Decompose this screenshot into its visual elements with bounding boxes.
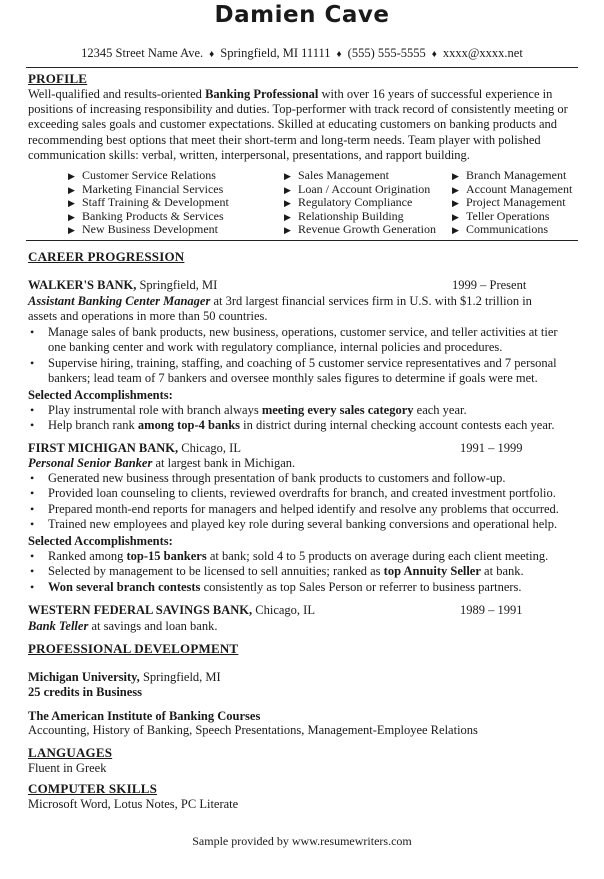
list-item: • Ranked among top-15 bankers at bank; sold 4 to 5 products on average during each client meeting.	[30, 549, 549, 563]
role-description: at largest bank in Michigan.	[152, 456, 296, 470]
skill-item: ▶ Regulatory Compliance	[284, 195, 413, 210]
triangle-bullet-icon: ▶	[452, 211, 459, 222]
list-item: • Play instrumental role with branch always meeting every sales category each year.	[30, 403, 467, 417]
bullet-icon: •	[30, 516, 35, 531]
triangle-bullet-icon: ▶	[68, 198, 75, 209]
triangle-bullet-icon: ▶	[284, 184, 291, 195]
skills-column-2	[284, 169, 436, 237]
skill-item: ▶ Communications	[452, 222, 548, 237]
triangle-bullet-icon: ▶	[452, 171, 459, 181]
footer-credit: Sample provided by www.resumewriters.com	[192, 834, 412, 848]
skills-column-3	[452, 169, 572, 237]
bullet-icon: •	[30, 579, 35, 594]
list-item: • Selected by management to be licensed to sell annuities; ranked as top Annuity Seller at bank.	[30, 564, 524, 579]
company-name: WALKER'S BANK,	[28, 278, 137, 292]
triangle-bullet-icon: ▶	[284, 211, 291, 222]
job-title: Bank Teller	[28, 619, 89, 633]
duties-list	[28, 471, 578, 532]
bullet-icon: •	[30, 501, 35, 516]
profile-summary	[28, 87, 576, 163]
list-item: • Manage sales of bank products, new business, operations, customer service, and teller activities at tier one banking center and work with regulatory compliance, internal policies and procedures.	[30, 325, 558, 355]
profile-heading: PROFILE	[28, 71, 88, 86]
triangle-bullet-icon: ▶	[452, 225, 459, 236]
triangle-bullet-icon: ▶	[452, 184, 459, 195]
company-location: Chicago, IL	[252, 603, 315, 617]
candidate-name: Damien Cave	[214, 2, 390, 28]
list-item: • Provided loan counseling to clients, reviewed overdrafts for branch, and created investment portfolio.	[30, 486, 556, 501]
bullet-icon: •	[30, 564, 35, 579]
email: xxxx@xxxx.net	[442, 46, 523, 60]
company-location: Chicago, IL	[178, 441, 241, 455]
job-header	[28, 278, 217, 293]
education-entry	[28, 670, 221, 685]
triangle-bullet-icon: ▶	[284, 225, 291, 236]
city: Springfield, MI 11111	[220, 46, 331, 60]
career-heading: CAREER PROGRESSION	[28, 249, 185, 264]
skill-item: ▶ Customer Service Relations	[68, 168, 216, 182]
list-item: • Won several branch contests consistently as top Sales Person or referrer to business partners.	[30, 579, 522, 594]
skill-item: ▶ Branch Management	[452, 168, 567, 182]
profile-text: Well-qualified and results-oriented	[28, 87, 206, 101]
languages-heading: LANGUAGES	[28, 745, 113, 760]
triangle-bullet-icon: ▶	[68, 225, 75, 236]
company-name: FIRST MICHIGAN BANK,	[28, 441, 179, 455]
education-detail: 25 credits in Business	[28, 685, 143, 699]
accomplishments-list	[28, 403, 578, 434]
triangle-bullet-icon: ▶	[284, 198, 291, 209]
skill-item: ▶ Staff Training & Development	[68, 195, 229, 210]
diamond-separator-icon: ♦	[209, 49, 215, 60]
job-dates: 1989 – 1991	[460, 603, 523, 617]
company-location: Springfield, MI	[136, 278, 218, 292]
skill-item: ▶ Project Management	[452, 195, 566, 210]
education-entry: The American Institute of Banking Courses	[28, 709, 261, 723]
school-name: Michigan University,	[28, 670, 140, 684]
job-title: Personal Senior Banker	[28, 456, 153, 470]
skill-item: ▶ Marketing Financial Services	[68, 181, 224, 196]
triangle-bullet-icon: ▶	[68, 211, 75, 222]
triangle-bullet-icon: ▶	[68, 184, 75, 195]
role-description: at 3rd largest financial services firm in U.S. with $1.2 trillion in	[210, 294, 532, 308]
languages-text: Fluent in Greek	[28, 761, 107, 775]
computer-skills-heading: COMPUTER SKILLS	[28, 781, 158, 796]
bullet-icon: •	[30, 486, 35, 501]
accomplishments-heading: Selected Accomplishments:	[28, 534, 173, 548]
accomplishments-heading: Selected Accomplishments:	[28, 388, 173, 402]
bullet-icon: •	[30, 549, 35, 563]
job-dates: 1991 – 1999	[460, 441, 523, 455]
phone: (555) 555-5555	[347, 46, 426, 60]
role-description: at savings and loan bank.	[88, 619, 218, 633]
skill-item: ▶ Banking Products & Services	[68, 208, 224, 223]
list-item: • Supervise hiring, training, staffing, and coaching of 5 customer service representatives and 7 personal bankers; lead team of 7 bankers and oversee monthly sales figures to determine if goals were met.	[30, 355, 557, 385]
job-role-line	[28, 456, 295, 471]
bullet-icon: •	[30, 403, 35, 417]
duties-list	[28, 325, 578, 386]
job-title: Assistant Banking Center Manager	[28, 294, 211, 308]
job-role-line	[28, 619, 217, 634]
job-header	[28, 441, 241, 456]
bullet-icon: •	[30, 355, 35, 370]
skill-item: ▶ Sales Management	[284, 168, 389, 182]
header-divider	[26, 67, 578, 68]
school-location: Springfield, MI	[139, 670, 221, 684]
list-item: • Trained new employees and played key role during several banking conversions and operational help.	[30, 516, 558, 531]
job-role-line: assets and operations in more than 50 countries.	[28, 309, 268, 323]
diamond-separator-icon: ♦	[336, 49, 342, 60]
accomplishments-list	[28, 549, 578, 595]
profile-text: with over 16 years of successful experience in positions of increasing responsibility and duties. Top-performer with track record of consistently meeting or exceeding sales goals and customer expectations. Skilled at educating customers on banking products and recommending best options that meet their short-term and long-term needs. Team player with polished communication skills: verbal, written, interpersonal, presentations, and rapport building.	[28, 87, 568, 162]
triangle-bullet-icon: ▶	[452, 198, 459, 209]
computer-skills-text: Microsoft Word, Lotus Notes, PC Literate	[28, 797, 239, 811]
skill-item: ▶ Revenue Growth Generation	[284, 222, 436, 237]
skill-item: ▶ Account Management	[452, 181, 573, 196]
development-heading: PROFESSIONAL DEVELOPMENT	[28, 641, 239, 656]
education-detail: Accounting, History of Banking, Speech Presentations, Management-Employee Relations	[28, 723, 478, 737]
profile-text-bold: Banking Professional	[205, 87, 319, 101]
skill-item: ▶ Loan / Account Origination	[284, 181, 431, 196]
skill-item: ▶ Relationship Building	[284, 208, 404, 223]
list-item: • Help branch rank among top-4 banks in district during internal checking account contests each year.	[30, 418, 555, 433]
bullet-icon: •	[30, 471, 35, 485]
list-item: • Prepared month-end reports for managers and helped identify and resolve any problems that occurred.	[30, 501, 559, 516]
list-item: • Generated new business through presentation of bank products to customers and follow-up.	[30, 471, 506, 485]
address: 12345 Street Name Ave.	[81, 46, 204, 60]
contact-line	[0, 46, 604, 61]
diamond-separator-icon: ♦	[431, 49, 437, 60]
skill-item: ▶ New Business Development	[68, 222, 218, 237]
skill-item: ▶ Teller Operations	[452, 208, 550, 223]
triangle-bullet-icon: ▶	[284, 171, 291, 181]
skills-column-1	[68, 169, 229, 237]
bullet-icon: •	[30, 418, 35, 433]
job-role-line	[28, 294, 532, 309]
bullet-icon: •	[30, 325, 35, 339]
job-dates: 1999 – Present	[452, 278, 527, 292]
job-header	[28, 603, 315, 618]
section-divider	[26, 240, 578, 241]
company-name: WESTERN FEDERAL SAVINGS BANK,	[28, 603, 253, 617]
triangle-bullet-icon: ▶	[68, 171, 75, 181]
